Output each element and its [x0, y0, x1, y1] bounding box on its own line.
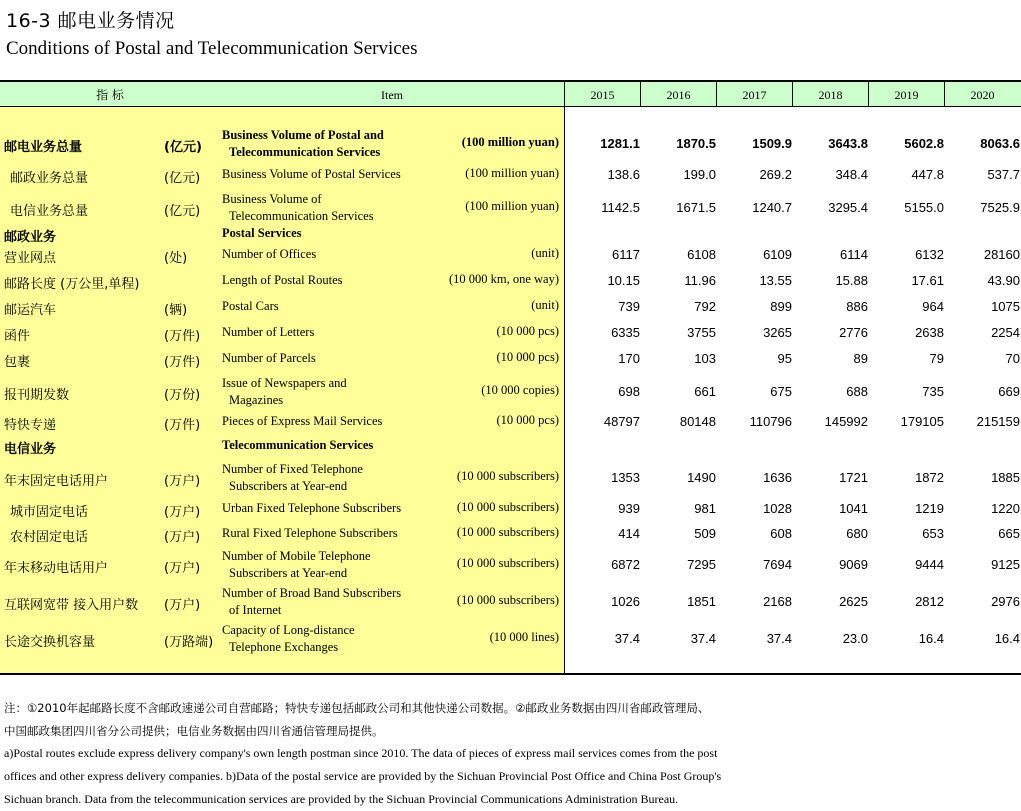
row-label-en-line1: Number of Letters [222, 325, 315, 339]
table-cell-value: 661 [694, 384, 716, 399]
row-label-cn: 农村固定电话 [10, 530, 89, 545]
row-label-en [222, 350, 316, 367]
table-cell-value: 537.7 [987, 167, 1020, 182]
header-year: 2018 [818, 88, 843, 102]
row-unit-cn: (亿元) [164, 204, 201, 219]
row-label-en-line1: Business Volume of [222, 192, 322, 206]
row-unit-en: (100 million yuan) [461, 135, 559, 149]
row-label-en-line2: Telecommunication Services [229, 145, 381, 159]
table-cell-value: 939 [618, 501, 640, 516]
row-label-en-line1: Number of Parcels [222, 351, 316, 365]
table-cell-value: 70 [1005, 351, 1020, 366]
row-unit-en: (10 000 subscribers) [456, 469, 559, 483]
table-cell-value: 792 [694, 299, 716, 314]
row-label-en-line2: Subscribers at Year-end [229, 566, 348, 580]
table-cell-value: 348.4 [835, 167, 868, 182]
table-cell-value: 1219 [915, 501, 944, 516]
table-row [0, 128, 1021, 159]
row-label-cn: 邮路长度 (万公里,单程) [4, 277, 140, 292]
row-unit-en: (10 000 pcs) [496, 324, 559, 338]
table-cell-value: 5155.0 [904, 200, 944, 215]
table-row [0, 350, 1021, 370]
row-label-en-line2: Telecommunication Services [229, 209, 374, 223]
row-label-en-line1: Number of Fixed Telephone [222, 462, 363, 476]
row-label-en [222, 461, 363, 495]
table-cell-value: 95 [777, 351, 792, 366]
table-row [0, 623, 1021, 654]
row-label-cn: 城市固定电话 [10, 505, 89, 520]
table-cell-value: 1509.9 [752, 136, 792, 151]
table-cell-value: 1142.5 [601, 200, 640, 215]
header-year: 2016 [666, 88, 691, 102]
table-cell-value: 2625 [839, 594, 868, 609]
table-cell-value: 3295.4 [828, 200, 868, 215]
row-label-en [222, 500, 401, 517]
table-row [0, 586, 1021, 617]
row-label-cn: 年末移动电话用户 [4, 561, 109, 576]
table-cell-value: 1671.5 [676, 200, 716, 215]
row-label-en-line1: Issue of Newspapers and [222, 376, 347, 390]
table-row [0, 413, 1021, 433]
row-label-en-line2: Magazines [229, 393, 284, 407]
row-unit-cn: (辆) [164, 303, 188, 318]
table-cell-value: 6117 [612, 247, 640, 262]
row-unit-en: (10 000 subscribers) [456, 500, 559, 514]
table-cell-value: 2254 [991, 325, 1020, 340]
row-unit-en: (10 000 copies) [481, 383, 559, 397]
row-label-en [222, 127, 384, 161]
table-cell-value: 2638 [915, 325, 944, 340]
table-cell-value: 103 [694, 351, 716, 366]
table-cell-value: 1075 [991, 299, 1020, 314]
row-label-en-line1: Urban Fixed Telephone Subscribers [222, 501, 402, 515]
row-label-en [222, 298, 279, 315]
row-unit-en: (10 000 subscribers) [456, 556, 559, 570]
table-row [0, 525, 1021, 545]
table-row [0, 166, 1021, 186]
note-line: 注：①2010年起邮路长度不含邮政速递公司自营邮路；特快专递包括邮政公司和其他快递公司数据。②邮政业务数据由四川省邮政管理局、 [4, 701, 710, 715]
table-cell-value: 11.96 [684, 273, 716, 288]
row-label-en-line1: Business Volume of Postal and [222, 128, 384, 142]
table-cell-value: 509 [694, 526, 716, 541]
table-cell-value: 1721 [839, 470, 868, 485]
row-label-en-line1: Number of Offices [222, 247, 317, 261]
row-unit-en: (10 000 lines) [489, 630, 559, 644]
table-cell-value: 981 [694, 501, 716, 516]
table-cell-value: 1851 [687, 594, 716, 609]
table-title-cn: 16-3 邮电业务情况 [6, 10, 175, 32]
table-cell-value: 2976 [991, 594, 1020, 609]
row-label-cn: 年末固定电话用户 [4, 474, 109, 489]
table-cell-value: 7694 [763, 557, 792, 572]
row-unit-cn: (处) [164, 251, 188, 266]
row-label-en-line1: Telecommunication Services [222, 438, 374, 452]
bottom-rule [0, 673, 1021, 675]
row-unit-cn: (万路端) [164, 635, 214, 650]
header-item-en: Item [381, 88, 403, 102]
table-cell-value: 6335 [611, 325, 640, 340]
row-label-cn: 特快专递 [4, 418, 57, 433]
table-title-en: Conditions of Postal and Telecommunication Services [6, 38, 418, 59]
table-cell-value: 6872 [611, 557, 640, 572]
row-unit-cn: (亿元) [164, 140, 202, 155]
row-unit-cn: (万户) [164, 530, 201, 545]
table-cell-value: 43.90 [987, 273, 1020, 288]
table-row [0, 272, 1021, 292]
table-cell-value: 15.88 [835, 273, 868, 288]
table-row [0, 192, 1021, 223]
table-row [0, 226, 1021, 245]
table-cell-value: 17.61 [911, 273, 944, 288]
table-row [0, 324, 1021, 344]
row-label-en-line2: of Internet [229, 603, 282, 617]
row-unit-en: (10 000 subscribers) [456, 525, 559, 539]
row-unit-en: (10 000 pcs) [496, 350, 559, 364]
row-unit-cn: (万件) [164, 355, 201, 370]
table-cell-value: 16.4 [994, 631, 1020, 646]
row-label-en [222, 622, 355, 656]
row-label-cn: 电信业务总量 [10, 204, 89, 219]
row-label-en [222, 585, 401, 619]
table-cell-value: 886 [846, 299, 868, 314]
table-row [0, 246, 1021, 266]
table-cell-value: 3265 [763, 325, 792, 340]
header-year: 2019 [894, 88, 919, 102]
table-cell-value: 9069 [839, 557, 868, 572]
row-label-en [222, 246, 316, 263]
row-label-en-line1: Length of Postal Routes [222, 273, 343, 287]
table-cell-value: 1636 [763, 470, 792, 485]
row-unit-cn: (亿元) [164, 171, 201, 186]
table-row [0, 500, 1021, 520]
table-cell-value: 8063.6 [980, 136, 1020, 151]
table-cell-value: 6114 [840, 247, 868, 262]
row-unit-cn: (万份) [164, 388, 201, 403]
row-label-cn: 邮政业务 [4, 230, 57, 245]
table-cell-value: 9444 [915, 557, 944, 572]
row-label-en [222, 437, 373, 454]
row-label-en-line2: Telephone Exchanges [229, 640, 339, 654]
table-cell-value: 215159 [976, 414, 1020, 429]
row-label-cn: 互联网宽带 接入用户数 [4, 598, 139, 613]
row-unit-cn: (万件) [164, 329, 201, 344]
row-label-cn: 邮政业务总量 [10, 171, 89, 186]
table-cell-value: 16.4 [918, 631, 944, 646]
table-cell-value: 669 [998, 384, 1020, 399]
row-label-cn: 邮运汽车 [4, 303, 57, 318]
table-row [0, 376, 1021, 407]
table-row [0, 298, 1021, 318]
table-cell-value: 37.4 [690, 631, 716, 646]
note-line: a)Postal routes exclude express delivery company's own length postman since 2010. The data of pieces of express mail services comes from the post [4, 746, 718, 760]
row-label-en-line2: Subscribers at Year-end [229, 479, 348, 493]
table-cell-value: 28160 [983, 247, 1020, 262]
table-cell-value: 6109 [763, 247, 792, 262]
table-cell-value: 653 [922, 526, 944, 541]
row-label-en [222, 413, 382, 430]
row-unit-en: (10 000 subscribers) [456, 593, 559, 607]
table-cell-value: 6132 [915, 247, 944, 262]
table-cell-value: 80148 [679, 414, 716, 429]
row-unit-cn: (万户) [164, 598, 201, 613]
table-cell-value: 10.15 [607, 273, 640, 288]
row-label-en-line1: Postal Services [222, 226, 302, 240]
row-unit-cn: (万户) [164, 561, 201, 576]
row-label-en-line1: Number of Mobile Telephone [222, 549, 371, 563]
table-cell-value: 447.8 [911, 167, 944, 182]
row-unit-en: (10 000 km, one way) [448, 272, 559, 286]
row-label-cn: 函件 [4, 329, 31, 344]
table-cell-value: 6108 [687, 247, 716, 262]
row-label-en-line1: Rural Fixed Telephone Subscribers [222, 526, 398, 540]
row-label-en-line1: Postal Cars [222, 299, 279, 313]
header-year: 2015 [590, 88, 615, 102]
row-label-en-line1: Capacity of Long-distance [222, 623, 355, 637]
row-label-en [222, 548, 371, 582]
table-cell-value: 138.6 [607, 167, 640, 182]
row-label-en [222, 272, 342, 289]
table-cell-value: 9125 [991, 557, 1020, 572]
table-cell-value: 79 [929, 351, 944, 366]
table-cell-value: 1353 [611, 470, 640, 485]
table-cell-value: 7295 [687, 557, 716, 572]
table-cell-value: 1885 [991, 470, 1020, 485]
table-cell-value: 13.55 [759, 273, 792, 288]
note-line: offices and other express delivery companies. b)Data of the postal service are provided by the Sichuan Provincial Post Office and China Post Group's [4, 769, 722, 783]
row-unit-en: (unit) [531, 246, 559, 260]
table-cell-value: 48797 [603, 414, 640, 429]
row-label-en [222, 191, 374, 225]
row-label-cn: 营业网点 [4, 251, 57, 266]
table-cell-value: 608 [770, 526, 792, 541]
row-label-cn: 包裹 [4, 355, 31, 370]
row-label-en [222, 166, 401, 183]
header-year: 2017 [742, 88, 767, 102]
table-cell-value: 3755 [687, 325, 716, 340]
note-line: 中国邮政集团四川省分公司提供；电信业务数据由四川省通信管理局提供。 [4, 724, 384, 738]
table-cell-value: 37.4 [614, 631, 640, 646]
row-label-cn: 报刊期发数 [4, 388, 70, 403]
table-cell-value: 1490 [687, 470, 716, 485]
table-cell-value: 688 [846, 384, 868, 399]
row-unit-en: (100 million yuan) [465, 166, 559, 180]
table-cell-value: 7525.9 [980, 200, 1020, 215]
table-cell-value: 2168 [763, 594, 792, 609]
table-cell-value: 269.2 [759, 167, 792, 182]
row-label-en [222, 375, 347, 409]
table-cell-value: 3643.8 [828, 136, 868, 151]
table-cell-value: 899 [770, 299, 792, 314]
header-year: 2020 [970, 88, 995, 102]
table-cell-value: 739 [618, 299, 640, 314]
row-label-cn: 电信业务 [4, 442, 57, 457]
row-unit-cn: (万件) [164, 418, 201, 433]
table-cell-value: 1041 [839, 501, 868, 516]
table-cell-value: 2812 [915, 594, 944, 609]
table-cell-value: 665 [998, 526, 1020, 541]
row-unit-en: (unit) [531, 298, 559, 312]
table-cell-value: 110796 [749, 414, 792, 429]
table-cell-value: 170 [618, 351, 640, 366]
row-label-en [222, 324, 314, 341]
table-cell-value: 23.0 [842, 631, 868, 646]
row-label-cn: 邮电业务总量 [4, 140, 83, 155]
note-line: Sichuan branch. Data from the telecommunication services are provided by the Sichuan Provincial Communications Administration Bureau. [4, 792, 679, 806]
table-cell-value: 1028 [763, 501, 792, 516]
table-cell-value: 680 [846, 526, 868, 541]
table-cell-value: 145992 [824, 414, 868, 429]
table-cell-value: 675 [770, 384, 792, 399]
table-cell-value: 735 [922, 384, 944, 399]
table-cell-value: 199.0 [683, 167, 716, 182]
row-label-cn: 长途交换机容量 [4, 635, 96, 650]
row-unit-en: (100 million yuan) [465, 199, 559, 213]
table-cell-value: 698 [618, 384, 640, 399]
table-cell-value: 1870.5 [676, 136, 716, 151]
row-unit-cn: (万户) [164, 505, 201, 520]
table-header [0, 82, 1021, 107]
table-cell-value: 179105 [900, 414, 944, 429]
row-label-en-line1: Pieces of Express Mail Services [222, 414, 383, 428]
row-label-en-line1: Number of Broad Band Subscribers [222, 586, 402, 600]
row-label-en [222, 225, 302, 242]
row-unit-en: (10 000 pcs) [496, 413, 559, 427]
table-cell-value: 5602.8 [904, 136, 944, 151]
table-cell-value: 1220 [991, 501, 1020, 516]
table-row [0, 438, 1021, 457]
table-cell-value: 964 [922, 299, 944, 314]
table-cell-value: 1281.1 [600, 136, 640, 151]
table-cell-value: 89 [853, 351, 868, 366]
row-label-en-line1: Business Volume of Postal Services [222, 167, 401, 181]
table-cell-value: 1240.7 [752, 200, 792, 215]
row-label-en [222, 525, 398, 542]
table-row [0, 549, 1021, 580]
table-cell-value: 1872 [915, 470, 944, 485]
table-row [0, 462, 1021, 493]
row-unit-cn: (万户) [164, 474, 201, 489]
table-cell-value: 1026 [611, 594, 640, 609]
header-item-cn: 指 标 [96, 88, 124, 102]
table-cell-value: 414 [618, 526, 640, 541]
table-cell-value: 37.4 [766, 631, 792, 646]
table-cell-value: 2776 [839, 325, 868, 340]
